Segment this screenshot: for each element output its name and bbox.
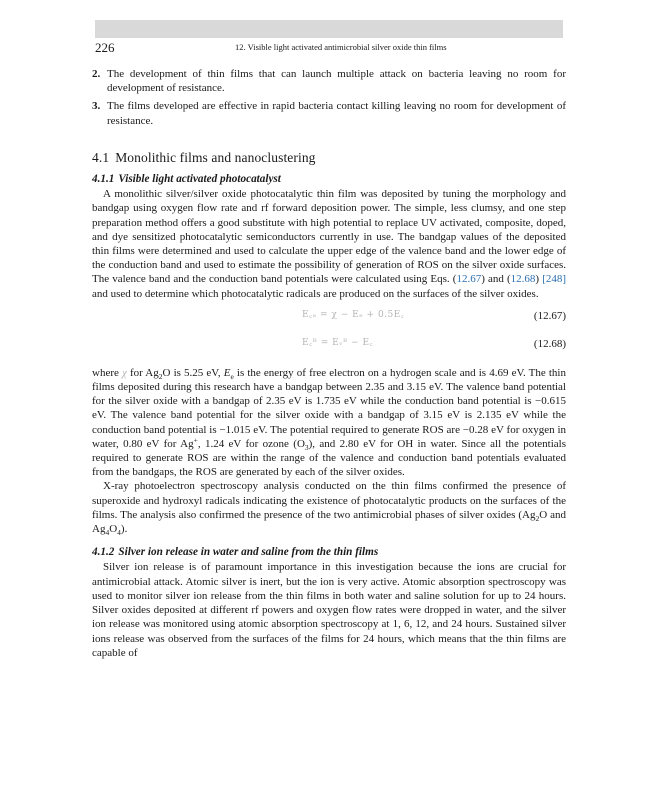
subsection-title: Silver ion release in water and saline from the thin films xyxy=(118,546,379,559)
findings-list xyxy=(92,67,566,128)
citation-link-248[interactable]: [248] xyxy=(542,273,567,286)
equation-number: (12.67) xyxy=(533,309,566,322)
section-title: Monolithic films and nanoclustering xyxy=(115,149,316,165)
list-item-number: 3. xyxy=(92,100,101,113)
equation-link-12-68[interactable]: 12.68 xyxy=(510,273,536,286)
subsection-title: Visible light activated photocatalyst xyxy=(118,173,281,186)
equation-12-67 xyxy=(92,307,566,329)
section-number: 4.1 xyxy=(92,149,110,165)
equation-formula: E꜀ᴮ = Eᵥᴮ − E꜀ xyxy=(302,337,374,348)
section-heading xyxy=(92,151,566,165)
equation-link-12-67[interactable]: 12.67 xyxy=(456,273,482,286)
subsection-number: 4.1.1 xyxy=(92,173,115,186)
running-title: 12. Visible light activated antimicrobial silver oxide thin films xyxy=(235,42,447,52)
equation-formula: E꜀ₐ = χ − Eₑ + 0.5E꜀ xyxy=(302,309,405,320)
paragraph-band-potentials: where χ for $Ag_2O$ is 5.25 eV, $E_e$ is the energy of free electron on a hydrogen scale and is 4.69 eV. The thin films deposited during this research have a bandgap between 2.35 and 3.15 eV. The valence band potential for the silver oxide with a bandgap of 2.35 eV is 1.735 eV while the conduction band potential is −0.615 eV. The valence band potential for the silver oxide with a bandgap of 3.15 eV is 2.135 eV while the conduction band potential is −1.015 eV. The potential required to generate ROS are −0.28 eV for oxygen in water, 0.80 eV for Ag+, 1.24 eV for ozone $(O_3)$, and 2.80 eV for OH in water. Since all the potentials required to generate ROS are within the range of the valence and conduction band potentials evaluated from the bandgaps, the ROS are generated by each of the silver oxides. xyxy=(92,366,567,479)
paragraph-xps: X-ray photoelectron spectroscopy analysis conducted on the thin films confirmed the presence of superoxide and hydroxyl radicals indicating the existence of photocatalytic products on the surfaces of the films. The analysis also confirmed the presence of the two antimicrobial phases of silver oxides ($Ag_2O$ and $Ag_4O_4$). xyxy=(92,480,567,538)
paragraph-photocatalyst: A monolithic silver/silver oxide photocatalytic thin film was deposited by tuning the morphology and bandgap using oxygen flow rate and rf forward deposition power. The simple, less clumsy, and one step preparation method offers a good substitute with high potential to replace UV activated, composite, doped, and dye sensitized photocatalytic semiconductors currently in use. The bandgap values of the deposited thin films were determined and used to calculate the upper edge of the valence band and the lower edge of the conduction band and used to estimate the possibility of generation of ROS on the silver oxide surfaces. The valence band and the conduction band potentials were calculated using Eqs. (12.67) and (12.68) [248] and used to determine which photocatalytic radicals are produced on the surfaces of the silver oxides. xyxy=(92,188,567,300)
paragraph-ion-release: Silver ion release is of paramount importance in this investigation because the ions are crucial for antimicrobial attack. Atomic silver is inert, but the ion is very active. Atomic absorption spectroscopy was used to monitor silver ion release from the thin films in both water and saline solution for up to 24 hours. Silver oxides deposited at different rf powers and oxygen flow rates were dropped in water, and the silver ion release was monitored using atomic absorption spectroscopy at 1, 6, 12, and 24 hours. Sustained silver ions release was observed from the surfaces of the films for 24 hours, which means that the thin films are capable of xyxy=(92,561,566,659)
running-head xyxy=(95,40,563,56)
equation-12-68 xyxy=(92,335,566,357)
list-item-text: The development of thin films that can launch multiple attack on bacteria leaving no room for development of resistance. xyxy=(107,68,566,95)
list-item-text: The films developed are effective in rapid bacteria contact killing leaving no room for development of resistance. xyxy=(107,100,566,127)
subsection-heading-2 xyxy=(92,545,566,559)
subsection-number: 4.1.2 xyxy=(92,546,115,559)
page-body xyxy=(92,67,566,660)
chi-symbol: χ xyxy=(122,366,127,379)
list-item-number: 2. xyxy=(92,68,101,80)
subsection-heading-1 xyxy=(92,172,566,186)
equation-number: (12.68) xyxy=(533,337,566,350)
page-number: 226 xyxy=(95,40,115,55)
list-item xyxy=(92,99,566,127)
list-item xyxy=(92,67,566,95)
header-bar xyxy=(95,20,563,38)
